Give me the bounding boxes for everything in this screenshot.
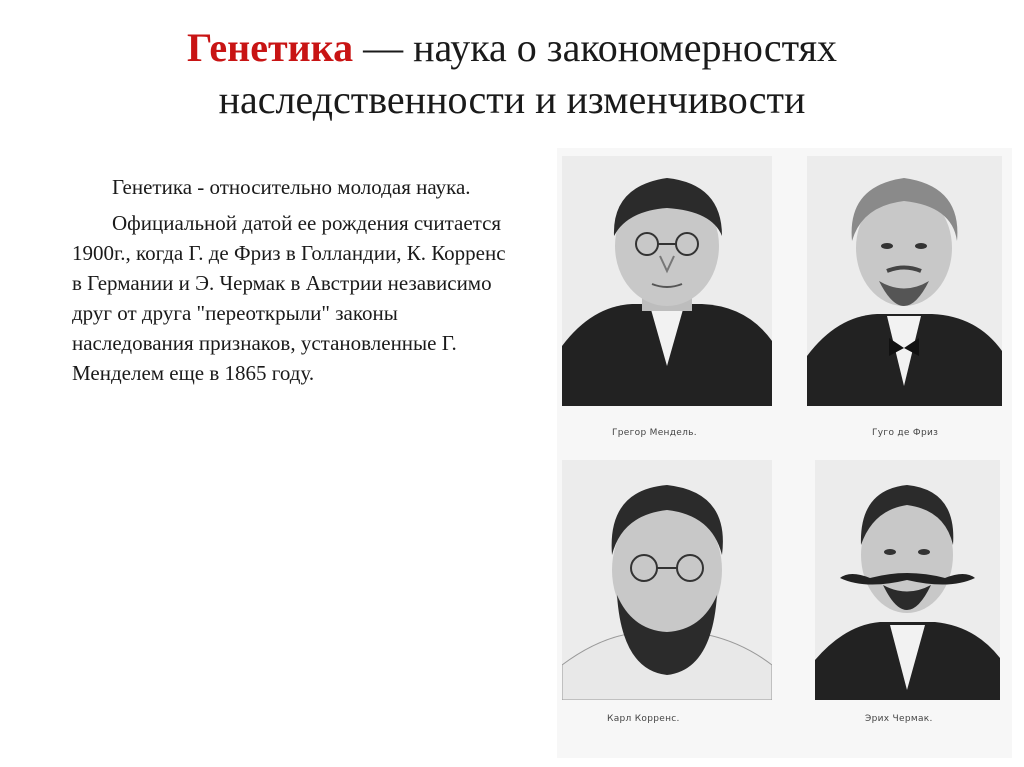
caption-de-vries: Гуго де Фриз bbox=[872, 428, 939, 438]
portrait-de-vries bbox=[807, 156, 1002, 438]
caption-tschermak: Эрих Чермак. bbox=[865, 714, 933, 724]
portrait-grid bbox=[557, 148, 1012, 758]
portrait-mendel bbox=[562, 156, 772, 438]
paragraph-intro: Генетика - относительно молодая наука. bbox=[112, 175, 471, 199]
portrait-tschermak-image bbox=[815, 460, 1000, 700]
portrait-tschermak bbox=[815, 460, 1000, 724]
title-line2: наследственности и изменчивости bbox=[218, 77, 806, 122]
title-rest: — наука о закономерностях bbox=[353, 25, 837, 70]
caption-mendel: Грегор Мендель. bbox=[612, 428, 697, 438]
portrait-correns-image bbox=[562, 460, 772, 700]
portrait-de-vries-image bbox=[807, 156, 1002, 406]
paragraph-history: Официальной датой ее рождения считается 1900г., когда Г. де Фриз в Голландии, К. Корренс в Германии и Э. Чермак в Австрии независимо друг от друга "переоткрыли" законы наследования признаков, установленные Г. Менделем еще в 1865 году. bbox=[72, 211, 506, 385]
portrait-mendel-image bbox=[562, 156, 772, 406]
caption-correns: Карл Корренс. bbox=[607, 714, 680, 724]
title-accent: Генетика bbox=[187, 25, 354, 70]
slide-title bbox=[20, 22, 1004, 126]
portrait-correns bbox=[562, 460, 772, 724]
body-text bbox=[72, 172, 512, 394]
